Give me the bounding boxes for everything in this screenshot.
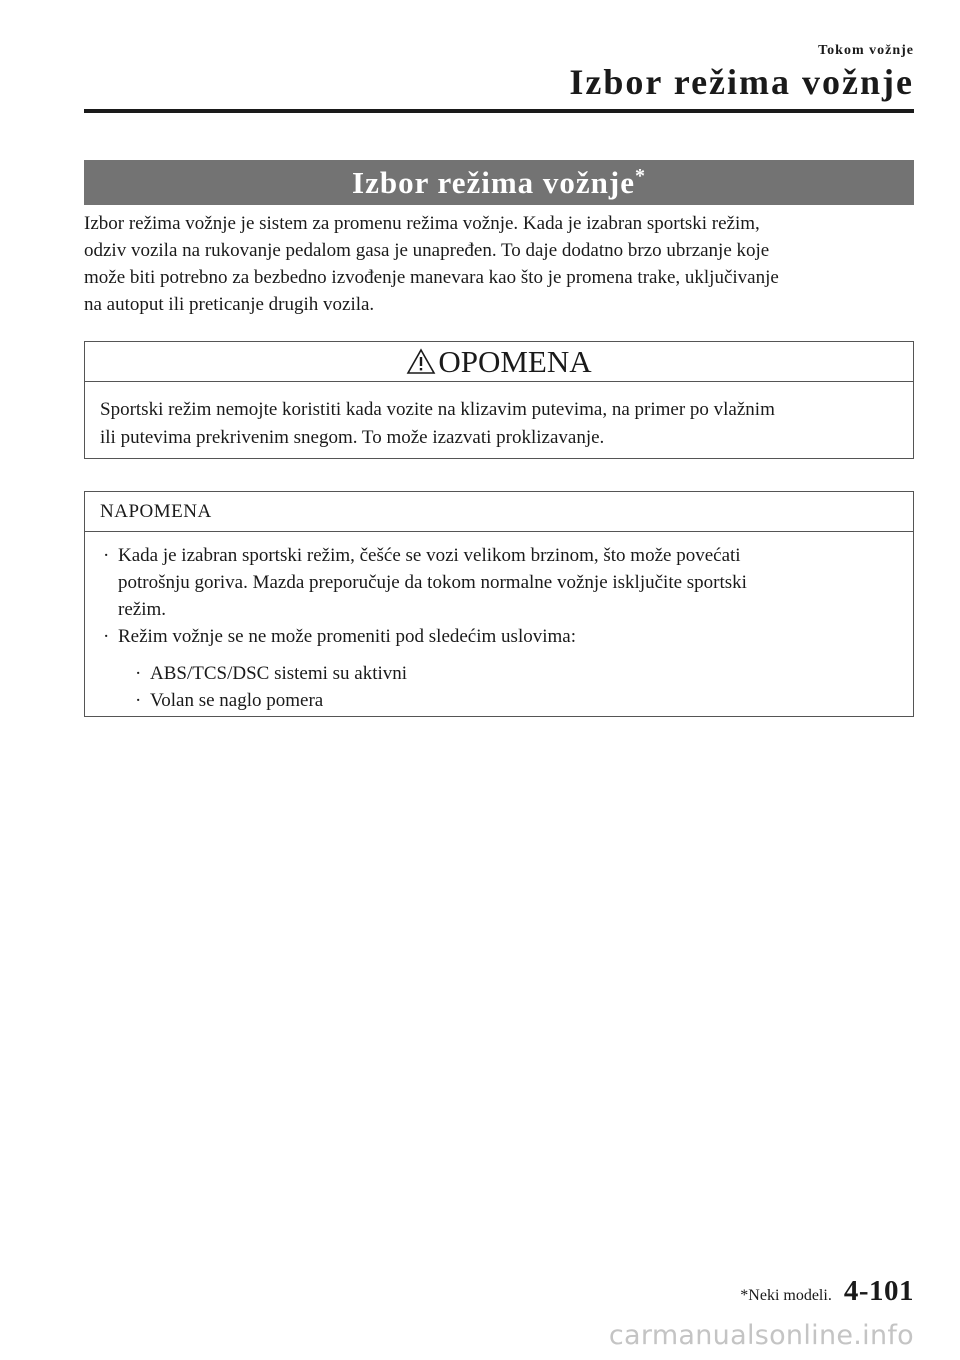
bullet-dot: · [135,663,142,684]
section-title-banner [84,160,914,205]
chapter-title: Izbor režima vožnje [569,62,914,102]
warning-triangle-icon [406,348,436,375]
warning-heading: OPOMENA [438,344,592,379]
note-box [84,491,914,717]
list-item-line: režim. [118,599,167,620]
note-sublist [132,660,898,714]
warning-line: Sportski režim nemojte koristiti kada vozite na klizavim putevima, na primer po vlažnim [100,399,775,420]
chapter-subtitle: Tokom vožnje [818,43,914,58]
page-number: 4-101 [843,1275,914,1307]
warning-box [84,341,914,459]
warning-heading-row [85,342,913,382]
note-content [85,532,913,714]
bullet-dot: · [103,626,110,647]
section-title: Izbor režima vožnje [352,165,635,200]
list-item-line: Kada je izabran sportski režim, češće se vozi velikom brzinom, što može povećati [118,545,741,566]
intro-line: može biti potrebno za bezbedno izvođenje manevara kao što je promena trake, uključivanje [84,267,779,288]
note-list [100,542,898,714]
list-item [100,542,898,623]
footnote: *Neki modeli. [740,1287,832,1304]
sub-item-text: Volan se naglo pomera [150,690,324,711]
bullet-dot: · [135,690,142,711]
sub-item-text: ABS/TCS/DSC sistemi su aktivni [150,663,408,684]
bullet-dot: · [103,545,110,566]
warning-line: ili putevima prekrivenim snegom. To može izazvati proklizavanje. [100,427,605,448]
list-item [100,623,898,714]
page-header [569,42,914,102]
availability-marker: * [635,165,646,187]
list-item [132,687,898,714]
warning-text [85,382,913,452]
list-item [132,660,898,687]
header-divider [84,109,914,113]
intro-paragraph [84,210,914,318]
list-item-line: Režim vožnje se ne može promeniti pod sledećim uslovima: [118,626,576,647]
intro-line: odziv vozila na rukovanje pedalom gasa je unapređen. To daje dodatno brzo ubrzanje koje [84,240,770,261]
watermark: carmanualsonline.info [608,1320,914,1351]
list-item-line: potrošnju goriva. Mazda preporučuje da tokom normalne vožnje isključite sportski [118,572,747,593]
intro-line: na autoput ili preticanje drugih vozila. [84,294,375,315]
note-heading: NAPOMENA [85,492,913,532]
page-footer [740,1275,914,1308]
intro-line: Izbor režima vožnje je sistem za promenu režima vožnje. Kada je izabran sportski režim, [84,213,760,234]
